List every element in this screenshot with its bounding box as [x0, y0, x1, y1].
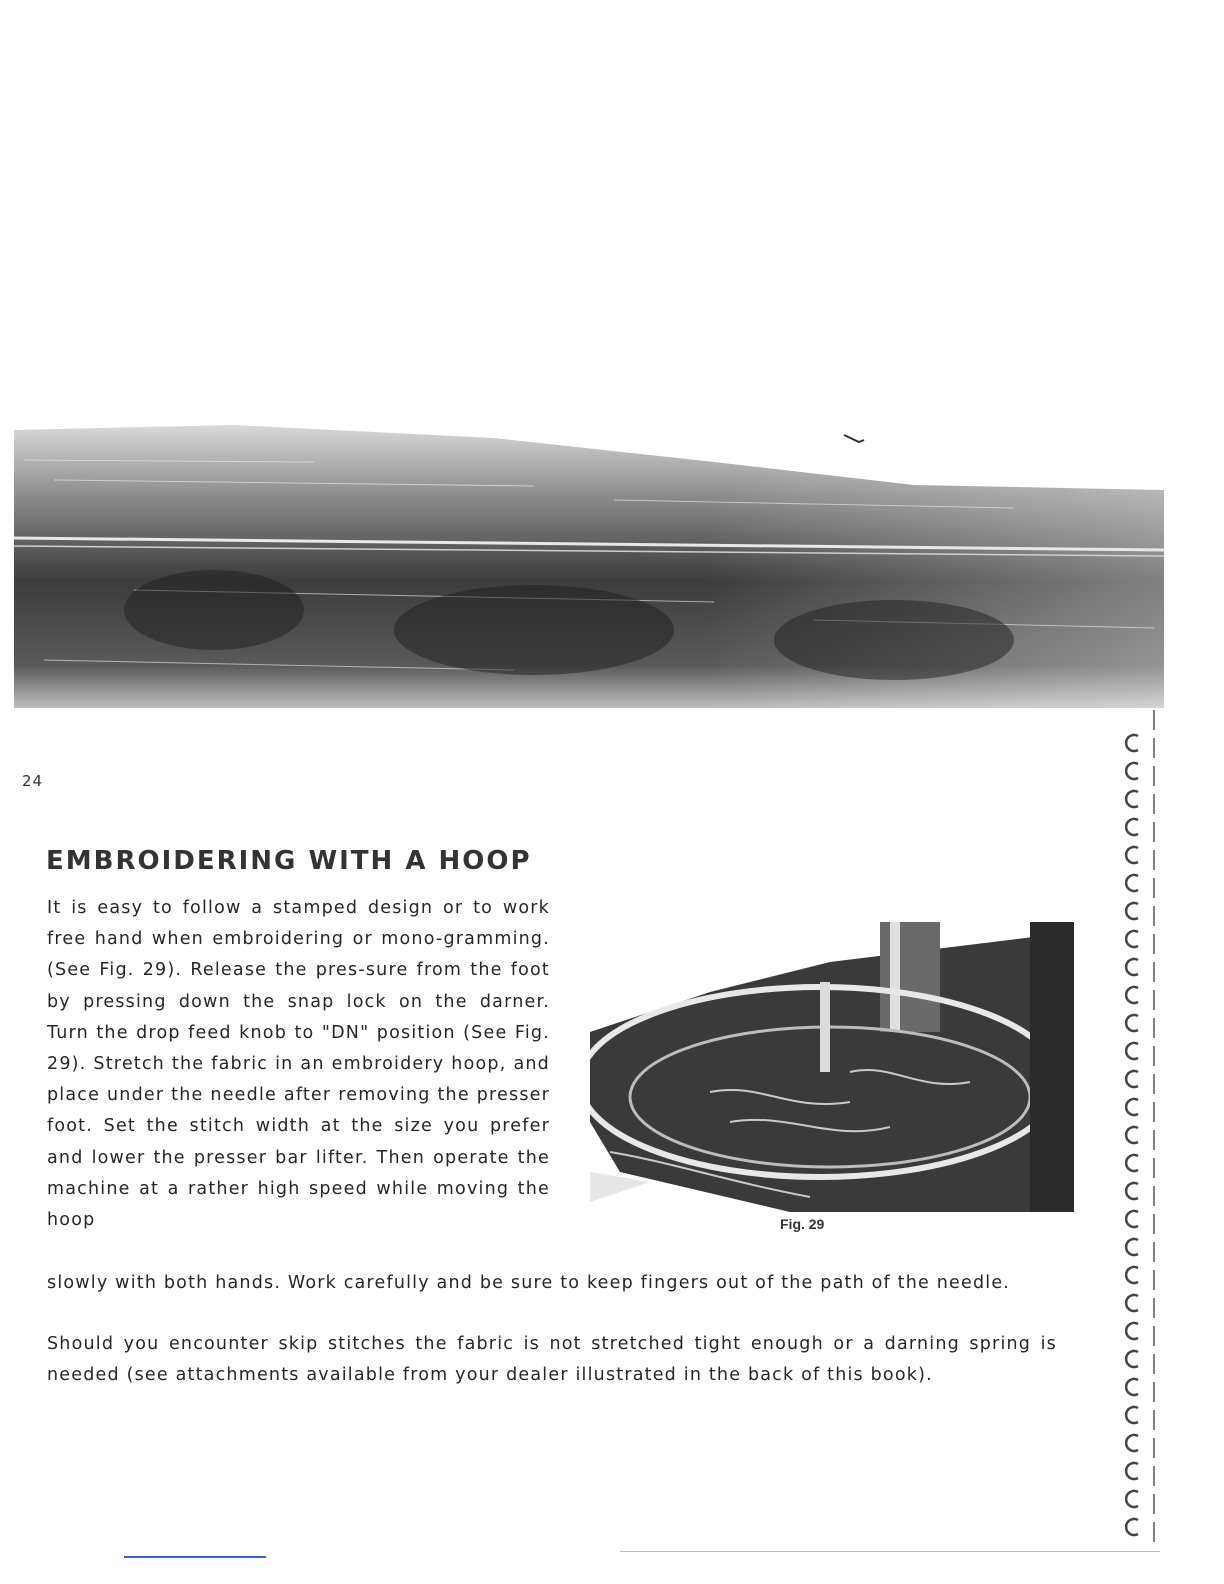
- spiral-binding: [1118, 700, 1178, 1560]
- embroidery-hoop-photo: [590, 922, 1074, 1212]
- scanned-photo-band: [14, 390, 1164, 708]
- bottom-rule: [620, 1551, 1160, 1552]
- page-number: 24: [22, 772, 44, 790]
- instructions-paragraph: It is easy to follow a stamped design or to work free hand when embroidering or mono-gramming. (See Fig. 29). Release the pres-sure from the foot by pressing down the snap lock on the darner. Turn the drop feed knob to "DN" position (See Fig. 29). Stretch the fabric in an embroidery hoop, and place under the needle after removing the presser foot. Set the stitch width at the size you prefer and lower the presser bar lifter. Then operate the machine at a rather high speed while moving the hoop: [47, 898, 550, 1231]
- figure-caption: Fig. 29: [780, 1216, 825, 1232]
- section-heading: EMBROIDERING WITH A HOOP: [46, 846, 532, 876]
- skip-stitches-paragraph: Should you encounter skip stitches the fabric is not stretched tight enough or a darning spring is needed (see attachments available from your dealer illustrated in the back of this book).: [47, 1334, 1057, 1386]
- footer-line: [124, 1556, 266, 1558]
- instructions-paragraph-continued: slowly with both hands. Work carefully and be sure to keep fingers out of the path of the needle.: [47, 1273, 1011, 1293]
